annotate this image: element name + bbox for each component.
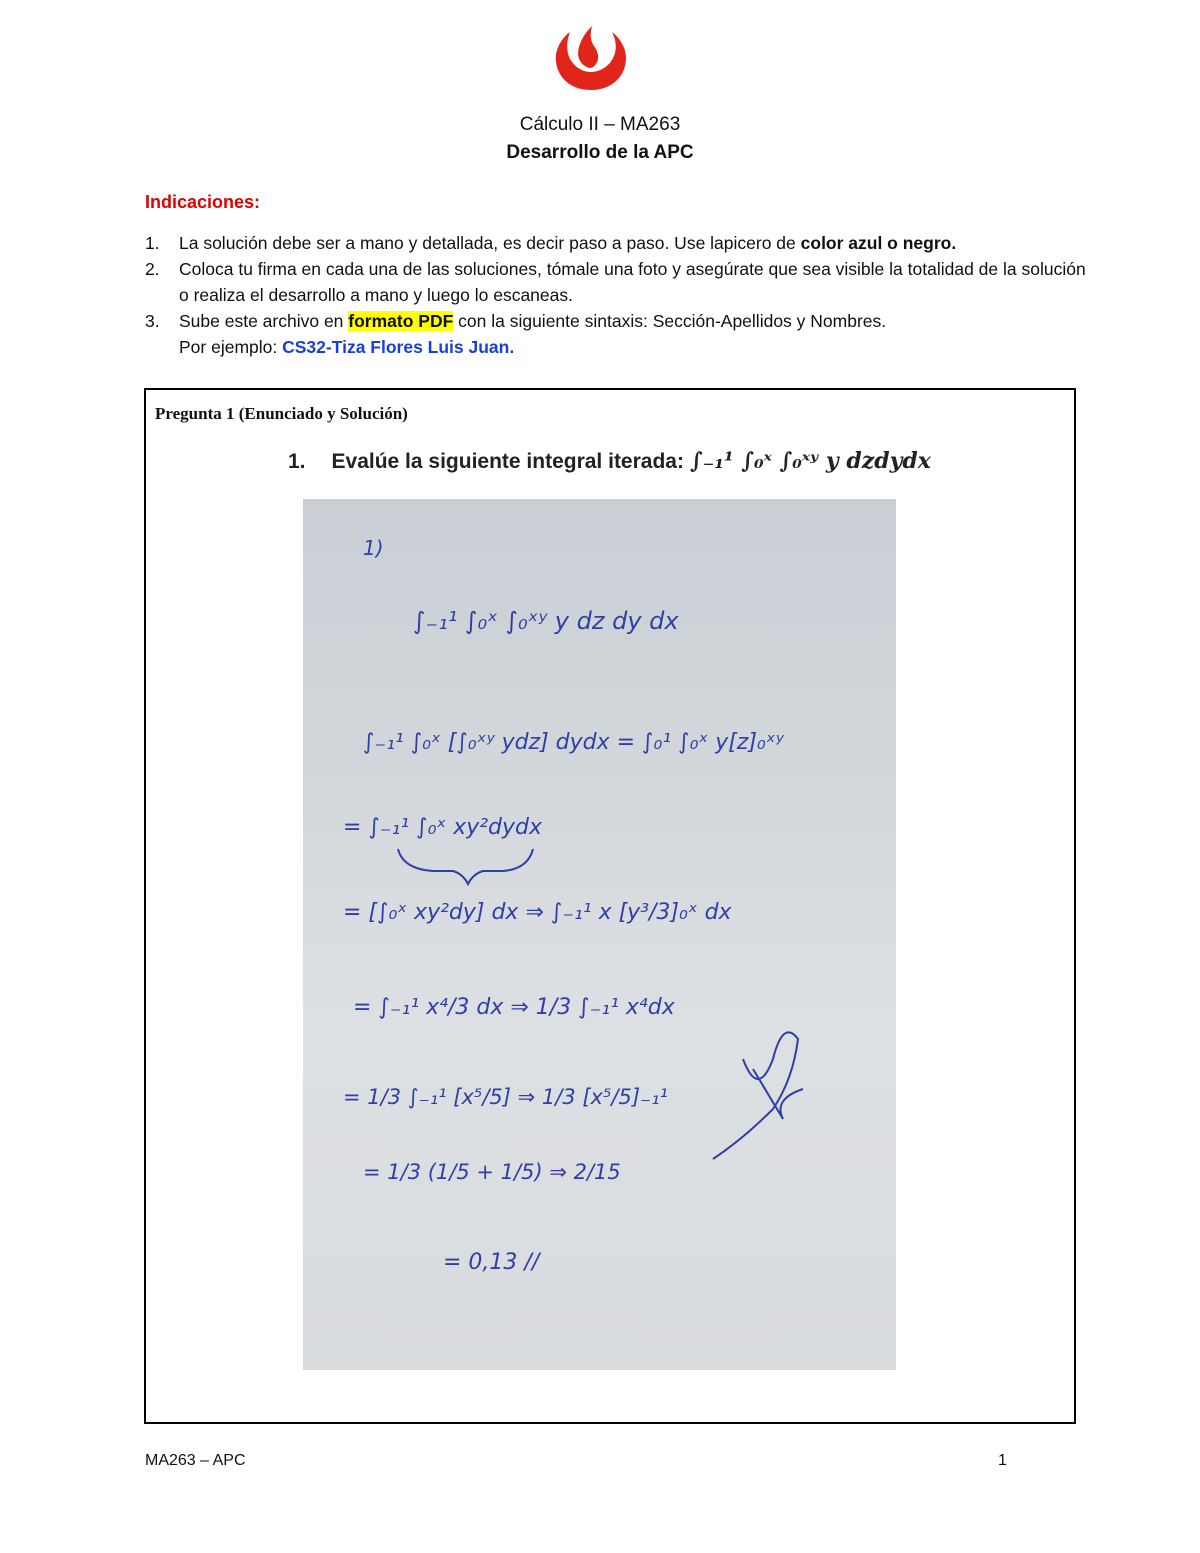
- university-logo: [552, 24, 630, 92]
- instruction-text: Sube este archivo en: [179, 311, 349, 331]
- instruction-text: Coloca tu firma en cada una de las soluciones, tómale una foto y asegúrate que sea visible la totalidad de la solución o realiza el desarrollo a mano y luego lo escaneas.: [179, 259, 1086, 305]
- highlighted-text: formato PDF: [348, 311, 454, 331]
- instruction-number: 3.: [145, 311, 160, 331]
- instruction-emphasis: color azul o negro: [800, 233, 952, 253]
- instruction-item: [145, 256, 1095, 308]
- question-statement: [288, 448, 931, 474]
- document-subtitle: Desarrollo de la APC: [506, 142, 694, 163]
- hw-line: = [∫₀ˣ xy²dy] dx ⇒ ∫₋₁¹ x [y³/3]₀ˣ dx: [343, 900, 732, 925]
- example-value: CS32-Tiza Flores Luis Juan.: [282, 337, 515, 357]
- handwritten-solution-photo: [303, 499, 896, 1370]
- instruction-text-end: con la siguiente sintaxis: Sección-Apellidos y Nombres.: [453, 311, 887, 331]
- hw-line: = ∫₋₁¹ ∫₀ˣ xy²dydx: [343, 815, 542, 840]
- instruction-number: 1.: [145, 233, 160, 253]
- hw-line: = 0,13 //: [443, 1250, 540, 1275]
- course-title: Cálculo II – MA263: [519, 114, 681, 135]
- brace-mark: [398, 849, 533, 884]
- instructions-list: [145, 230, 1095, 360]
- hw-line: ∫₋₁¹ ∫₀ˣ ∫₀ˣʸ y dz dy dx: [413, 607, 679, 635]
- instruction-text-end: .: [951, 233, 957, 253]
- instruction-number: 2.: [145, 259, 160, 279]
- hw-line: = 1/3 ∫₋₁¹ [x⁵/5] ⇒ 1/3 [x⁵/5]₋₁¹: [343, 1085, 668, 1109]
- instructions-heading: Indicaciones:: [145, 192, 261, 212]
- page-number: 1: [998, 1452, 1007, 1469]
- instruction-text: La solución debe ser a mano y detallada, es decir paso a paso. Use lapicero de: [179, 233, 801, 253]
- hw-line: ∫₋₁¹ ∫₀ˣ [∫₀ˣʸ ydz] dydx = ∫₀¹ ∫₀ˣ y[z]₀ˣʸ: [363, 730, 784, 755]
- question-text: Evalúe la siguiente integral iterada:: [331, 450, 684, 473]
- handwriting-layer: [303, 499, 896, 1370]
- footer-course: MA263 – APC: [145, 1452, 246, 1469]
- signature-mark: [713, 1032, 803, 1159]
- instruction-item: [145, 230, 1095, 256]
- instruction-item: [145, 308, 1095, 360]
- hw-line: = ∫₋₁¹ x⁴/3 dx ⇒ 1/3 ∫₋₁¹ x⁴dx: [353, 995, 675, 1020]
- question-label: Pregunta 1 (Enunciado y Solución): [155, 404, 408, 423]
- question-number: 1.: [288, 450, 306, 473]
- example-label: Por ejemplo:: [179, 337, 283, 357]
- iterated-integral: ∫₋₁¹ ∫₀ˣ ∫₀ˣʸ y dzdydx: [689, 448, 931, 474]
- hw-line: = 1/3 (1/5 + 1/5) ⇒ 2/15: [363, 1160, 621, 1184]
- hw-line: 1): [363, 536, 384, 560]
